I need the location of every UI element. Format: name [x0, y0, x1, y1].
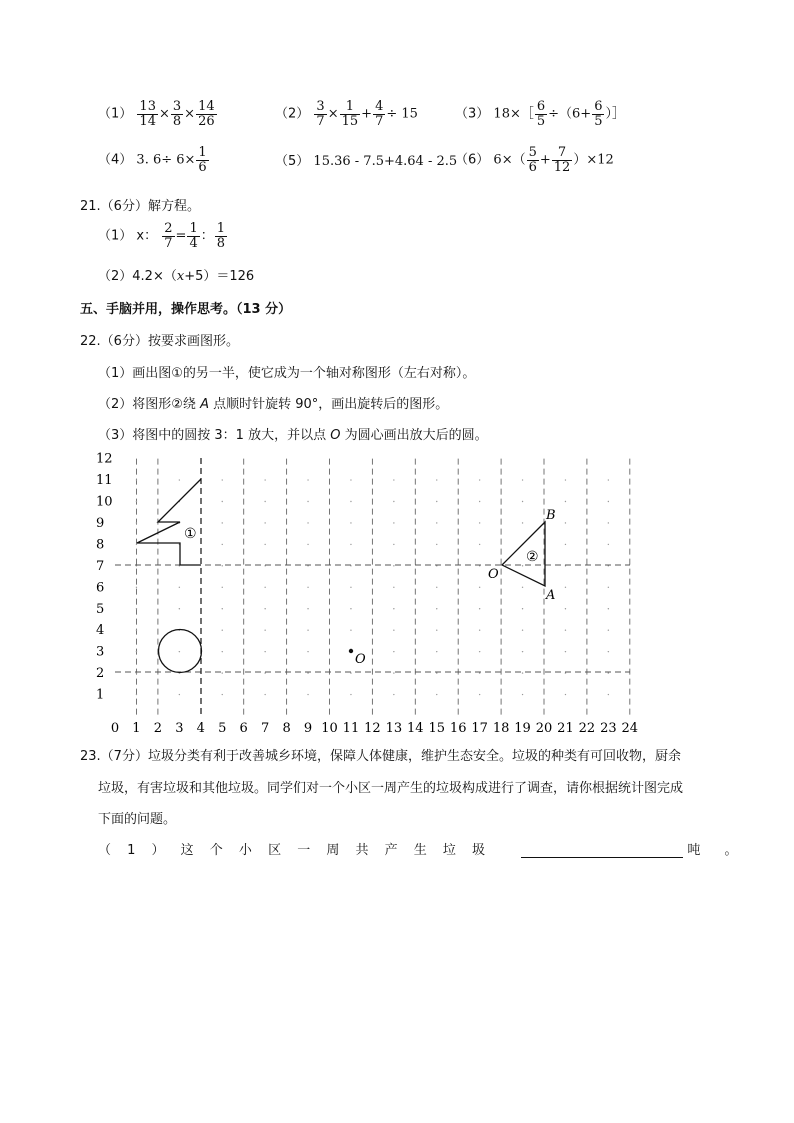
grid-dot — [264, 651, 265, 652]
y-tick-label: 11 — [96, 473, 113, 489]
q23-line-2: 垃圾，有害垃圾和其他垃圾。同学们对一个小区一周产生的垃圾构成进行了调查，请你根据统计图完成 — [98, 781, 684, 796]
x-tick-label: 20 — [535, 721, 553, 736]
grid-dot — [136, 587, 137, 588]
grid-dot — [222, 608, 223, 609]
grid-figure — [0, 445, 794, 745]
grid-dot — [222, 672, 223, 673]
x-tick-label: 4 — [196, 721, 205, 736]
x-tick-label: 8 — [282, 721, 291, 736]
grid-dot — [436, 544, 437, 545]
grid-dot — [436, 672, 437, 673]
grid-dot — [350, 608, 351, 609]
grid-dot — [350, 587, 351, 588]
y-tick-label: 8 — [96, 537, 105, 553]
calc-expr-4 — [98, 146, 210, 174]
sub-question-text: （ 1 ） 这 个 小 区 一 周 共 产 生 垃 圾 — [98, 843, 491, 858]
grid-dot — [264, 501, 265, 502]
grid-dot — [436, 587, 437, 588]
grid-dot — [307, 501, 308, 502]
y-axis-labels — [96, 452, 113, 703]
operator: × — [158, 106, 170, 122]
grid-dot — [436, 651, 437, 652]
operator: + — [361, 106, 373, 122]
grid-dot — [393, 501, 394, 502]
y-tick-label: 6 — [96, 580, 105, 596]
grid-dot — [608, 587, 609, 588]
grid-dot — [393, 544, 394, 545]
grid-dot — [222, 544, 223, 545]
x-tick-label: 6 — [239, 721, 248, 736]
expr-label: （2） — [275, 106, 310, 122]
grid-dot — [350, 544, 351, 545]
shape-1-outline — [137, 479, 201, 565]
y-tick-label: 1 — [96, 687, 105, 703]
grid-vertical-lines — [136, 459, 629, 716]
grid-dot — [264, 672, 265, 673]
item-text: （3）将图中的圆按 3：1 放大，并以点 — [98, 428, 331, 443]
grid-dot — [179, 608, 180, 609]
x-tick-label: 7 — [261, 721, 270, 736]
grid-dot — [307, 651, 308, 652]
grid-dot — [393, 630, 394, 631]
q22-item-3 — [98, 424, 488, 443]
operator: = — [175, 228, 187, 244]
grid-dot — [565, 672, 566, 673]
x-tick-label: 15 — [428, 721, 446, 736]
grid-dot — [522, 672, 523, 673]
fraction: $\frac{1}{4}$ — [189, 221, 198, 251]
grid-dot — [136, 651, 137, 652]
y-tick-label: 7 — [96, 558, 105, 574]
grid-dot — [350, 694, 351, 695]
expr-mid: ÷（6+ — [548, 106, 592, 122]
item-text: 为圆心画出放大后的圆。 — [340, 428, 488, 443]
q23-line-1: 23.（7分）垃圾分类有利于改善城乡环境，保障人体健康，维护生态安全。垃圾的种类有可回收物，厨余 — [80, 749, 681, 764]
point-o-center-label: O — [355, 652, 366, 667]
grid-dot — [522, 522, 523, 523]
grid-dot — [350, 630, 351, 631]
grid-dot — [222, 565, 223, 566]
expr-label: （4） — [98, 152, 133, 168]
grid-dot — [565, 479, 566, 480]
grid-dot — [264, 608, 265, 609]
grid-dot — [179, 694, 180, 695]
x-tick-label: 2 — [153, 721, 163, 736]
calc-expr-3 — [455, 100, 625, 128]
operator: × — [184, 106, 196, 122]
grid-dot — [565, 522, 566, 523]
grid-dot — [307, 672, 308, 673]
grid-dot — [136, 608, 137, 609]
operator: ： — [200, 228, 214, 244]
x-tick-label: 10 — [321, 721, 338, 736]
grid-dot — [350, 672, 351, 673]
fraction: $\frac{6}{5}$ — [536, 99, 546, 129]
grid-dot — [479, 479, 480, 480]
grid-dot — [393, 522, 394, 523]
answer-blank[interactable] — [521, 843, 683, 858]
grid-dot — [565, 608, 566, 609]
fraction: $\frac{4}{7}$ — [375, 99, 384, 129]
x-axis-labels — [111, 721, 638, 736]
q22-item-1: （1）画出图①的另一半，使它成为一个轴对称图形（左右对称）。 — [98, 366, 476, 381]
grid-dot — [436, 501, 437, 502]
grid-dot — [222, 522, 223, 523]
y-tick-label: 2 — [96, 666, 105, 682]
grid-dot — [222, 479, 223, 480]
fraction: $\frac{1}{6}$ — [198, 145, 207, 175]
grid-dot — [393, 608, 394, 609]
grid-dot — [136, 501, 137, 502]
x-tick-label: 16 — [449, 721, 467, 736]
grid-dot — [350, 501, 351, 502]
grid-dot — [222, 694, 223, 695]
grid-dot — [608, 651, 609, 652]
calc-expr-1 — [98, 100, 218, 128]
grid-dot — [222, 501, 223, 502]
expr-prefix: 18×［ — [493, 106, 534, 122]
shape-2-label: ② — [526, 549, 539, 565]
q22-title: 22.（6分）按要求画图形。 — [80, 334, 239, 349]
grid-dot — [608, 694, 609, 695]
expr-tail: ）］ — [605, 106, 625, 122]
grid-dot — [222, 587, 223, 588]
grid-dot — [436, 479, 437, 480]
point-a-label: A — [546, 588, 556, 603]
x-tick-label: 3 — [175, 721, 184, 736]
grid-dot — [479, 672, 480, 673]
x-tick-label: 9 — [303, 721, 313, 736]
grid-dot — [264, 630, 265, 631]
x-tick-label: 13 — [385, 721, 403, 736]
point-o-triangle-label: O — [488, 567, 499, 582]
grid-dot — [307, 630, 308, 631]
grid-dot — [565, 587, 566, 588]
grid-dot — [264, 587, 265, 588]
grid-dot — [479, 694, 480, 695]
center-point-o — [349, 649, 353, 653]
x-tick-label: 1 — [132, 721, 141, 736]
variable-x: x — [176, 269, 185, 284]
x-tick-label: 22 — [578, 721, 596, 736]
operator: + — [539, 152, 551, 168]
grid-dot — [565, 501, 566, 502]
grid-dot — [565, 630, 566, 631]
grid-dot — [307, 522, 308, 523]
fraction: $\frac{13}{14}$ — [139, 99, 156, 129]
x-tick-label: 11 — [342, 721, 360, 736]
grid-dot — [479, 522, 480, 523]
x-tick-label: 5 — [218, 721, 227, 736]
grid-dot — [179, 587, 180, 588]
grid-dot — [608, 630, 609, 631]
grid-dot — [522, 608, 523, 609]
shape-1-label: ① — [184, 526, 197, 542]
grid-dot — [136, 479, 137, 480]
point-name: A — [200, 397, 209, 412]
x-tick-label: 18 — [492, 721, 510, 736]
grid-dot — [136, 630, 137, 631]
point-b-label: B — [546, 508, 556, 523]
section-heading: 五、手脑并用，操作思考。（13 分） — [80, 302, 292, 317]
q23-line-3: 下面的问题。 — [98, 812, 177, 827]
small-circle — [159, 630, 202, 673]
grid-dot — [608, 544, 609, 545]
grid-dot — [479, 651, 480, 652]
calc-expr-2 — [275, 100, 418, 128]
x-tick-label: 17 — [471, 721, 488, 736]
grid-dot — [393, 672, 394, 673]
item-text: 点顺时针旋转 90°，画出旋转后的图形。 — [208, 397, 449, 412]
y-tick-label: 4 — [96, 623, 105, 639]
grid-dot — [436, 694, 437, 695]
x-tick-label: 14 — [407, 721, 424, 736]
unit-label: 吨 。 — [687, 843, 748, 858]
q21-equation-2 — [98, 265, 254, 284]
grid-dot — [479, 544, 480, 545]
x-tick-label: 12 — [364, 721, 381, 736]
fraction: $\frac{7}{12}$ — [553, 145, 571, 175]
grid-dot — [522, 479, 523, 480]
equation-rest: +5）＝126 — [184, 269, 255, 284]
fraction: $\frac{14}{26}$ — [198, 99, 215, 129]
grid-dot — [479, 501, 480, 502]
expr-tail: ÷ 15 — [386, 106, 418, 122]
x-tick-label: 24 — [621, 721, 639, 736]
q21-title: 21.（6分）解方程。 — [80, 199, 200, 214]
grid-dot — [264, 544, 265, 545]
equation-label: （1） x： — [98, 228, 158, 244]
grid-dot — [522, 651, 523, 652]
grid-dot — [136, 694, 137, 695]
expr-label: （6） — [455, 152, 490, 168]
grid-dot — [436, 608, 437, 609]
y-tick-label: 12 — [96, 451, 113, 467]
equation-label: （2）4.2×（ — [98, 269, 177, 284]
item-text: （2）将图形②绕 — [98, 397, 201, 412]
point-name: O — [330, 428, 341, 443]
grid-dot — [479, 587, 480, 588]
grid-dot — [565, 544, 566, 545]
fraction: $\frac{6}{5}$ — [594, 99, 603, 129]
grid-dot — [522, 565, 523, 566]
q22-item-2 — [98, 393, 448, 412]
fraction: $\frac{2}{7}$ — [164, 221, 173, 251]
q23-sub-1 — [98, 839, 748, 858]
grid-dot — [436, 630, 437, 631]
expr-prefix: 3. 6÷ 6× — [136, 152, 196, 168]
grid-dot — [522, 501, 523, 502]
grid-dot — [350, 479, 351, 480]
grid-dot — [522, 630, 523, 631]
grid-dot — [307, 479, 308, 480]
grid-dot — [136, 522, 137, 523]
grid-dot — [264, 522, 265, 523]
x-tick-label: 19 — [514, 721, 531, 736]
grid-dot — [608, 672, 609, 673]
grid-dot — [608, 522, 609, 523]
grid-dot — [179, 651, 180, 652]
grid-dot — [350, 522, 351, 523]
grid-dot — [222, 630, 223, 631]
grid-dot — [393, 479, 394, 480]
y-tick-label: 10 — [96, 494, 113, 510]
calc-expr-6 — [455, 146, 614, 174]
grid-dot — [393, 651, 394, 652]
grid-dot — [307, 544, 308, 545]
grid-dot — [179, 479, 180, 480]
y-tick-label: 3 — [96, 644, 105, 660]
operator: × — [327, 106, 339, 122]
fraction: $\frac{1}{15}$ — [341, 99, 359, 129]
expr-label: （1） — [98, 106, 133, 122]
expr-body: 15.36 - 7.5+4.64 - 2.5 — [313, 154, 458, 169]
fraction: $\frac{5}{6}$ — [528, 145, 537, 175]
fraction: $\frac{3}{8}$ — [172, 99, 182, 129]
grid-dot — [307, 608, 308, 609]
grid-dot — [393, 694, 394, 695]
grid-dot — [393, 565, 394, 566]
grid-dot — [479, 608, 480, 609]
grid-dot — [136, 672, 137, 673]
x-tick-label: 23 — [600, 721, 617, 736]
grid-dot — [393, 587, 394, 588]
grid-dot — [264, 694, 265, 695]
grid-dot — [565, 694, 566, 695]
expr-label: （3） — [455, 106, 490, 122]
grid-dot — [136, 544, 137, 545]
grid-dot — [307, 694, 308, 695]
expr-prefix: 6×（ — [493, 152, 526, 168]
y-tick-label: 5 — [96, 601, 105, 617]
expr-tail: ）×12 — [573, 152, 614, 168]
grid-dot — [608, 479, 609, 480]
calc-expr-5 — [275, 150, 457, 169]
fraction: $\frac{1}{8}$ — [216, 221, 226, 251]
grid-dot — [436, 522, 437, 523]
grid-dot — [479, 630, 480, 631]
grid-dot — [522, 694, 523, 695]
expr-label: （5） — [275, 154, 310, 169]
y-tick-label: 9 — [96, 515, 105, 531]
grid-dot — [307, 587, 308, 588]
grid-dot — [565, 651, 566, 652]
x-tick-label: 21 — [557, 721, 574, 736]
grid-dot — [608, 501, 609, 502]
grid-dot — [608, 608, 609, 609]
x-tick-label: 0 — [110, 721, 120, 736]
fraction: $\frac{3}{7}$ — [316, 99, 325, 129]
grid-dot — [222, 651, 223, 652]
grid-dot — [522, 587, 523, 588]
q21-equation-1 — [98, 222, 228, 250]
grid-dot — [264, 479, 265, 480]
